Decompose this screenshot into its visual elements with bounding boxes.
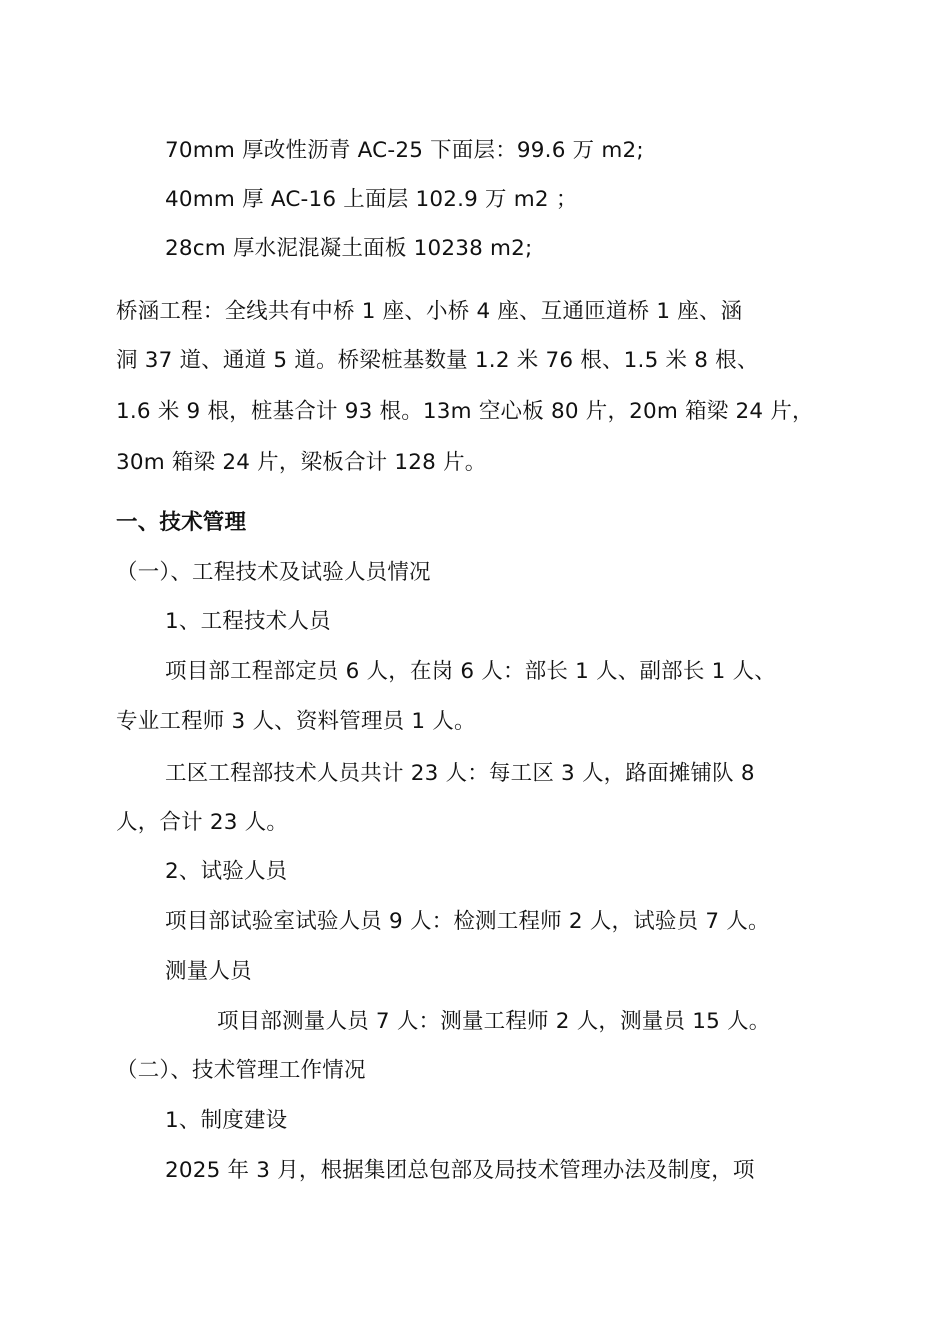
bridge-paragraph-line-2: 洞 37 道、通道 5 道。桥梁桩基数量 1.2 米 76 根、1.5 米 8 根、: [116, 348, 759, 373]
work-area-line-1: 工区工程部技术人员共计 23 人：每工区 3 人，路面摊铺队 8: [165, 761, 755, 786]
pavement-line-ac16: 40mm 厚 AC-16 上面层 102.9 万 m2 ；: [165, 187, 578, 212]
survey-staff-line: 项目部测量人员 7 人：测量工程师 2 人，测量员 15 人。: [217, 1009, 771, 1034]
subsection-heading-staff: （一）、工程技术及试验人员情况: [116, 560, 431, 585]
item-heading-survey-staff: 测量人员: [165, 959, 252, 984]
item-heading-engineering-staff: 1、工程技术人员: [165, 609, 331, 634]
system-building-line-1: 2025 年 3 月，根据集团总包部及局技术管理办法及制度，项: [165, 1158, 755, 1183]
section-heading-technical-management: 一、技术管理: [116, 510, 247, 535]
subsection-heading-work: （二）、技术管理工作情况: [116, 1058, 366, 1083]
item-heading-testing-staff: 2、试验人员: [165, 859, 288, 884]
bridge-paragraph-line-1: 桥涵工程：全线共有中桥 1 座、小桥 4 座、互通匝道桥 1 座、涵: [116, 299, 743, 324]
pavement-line-ac25: 70mm 厚改性沥青 AC-25 下面层：99.6 万 m2;: [165, 138, 644, 163]
bridge-paragraph-line-3: 1.6 米 9 根，桩基合计 93 根。13m 空心板 80 片，20m 箱梁 24 片，: [116, 399, 814, 424]
bridge-paragraph-line-4: 30m 箱梁 24 片，梁板合计 128 片。: [116, 450, 487, 475]
engineering-dept-line-1: 项目部工程部定员 6 人，在岗 6 人：部长 1 人、副部长 1 人、: [165, 659, 776, 684]
item-heading-system-building: 1、制度建设: [165, 1108, 288, 1133]
pavement-line-concrete: 28cm 厚水泥混凝土面板 10238 m2;: [165, 236, 533, 261]
work-area-line-2: 人，合计 23 人。: [116, 810, 289, 835]
engineering-dept-line-2: 专业工程师 3 人、资料管理员 1 人。: [116, 709, 476, 734]
lab-staff-line: 项目部试验室试验人员 9 人：检测工程师 2 人，试验员 7 人。: [165, 909, 770, 934]
